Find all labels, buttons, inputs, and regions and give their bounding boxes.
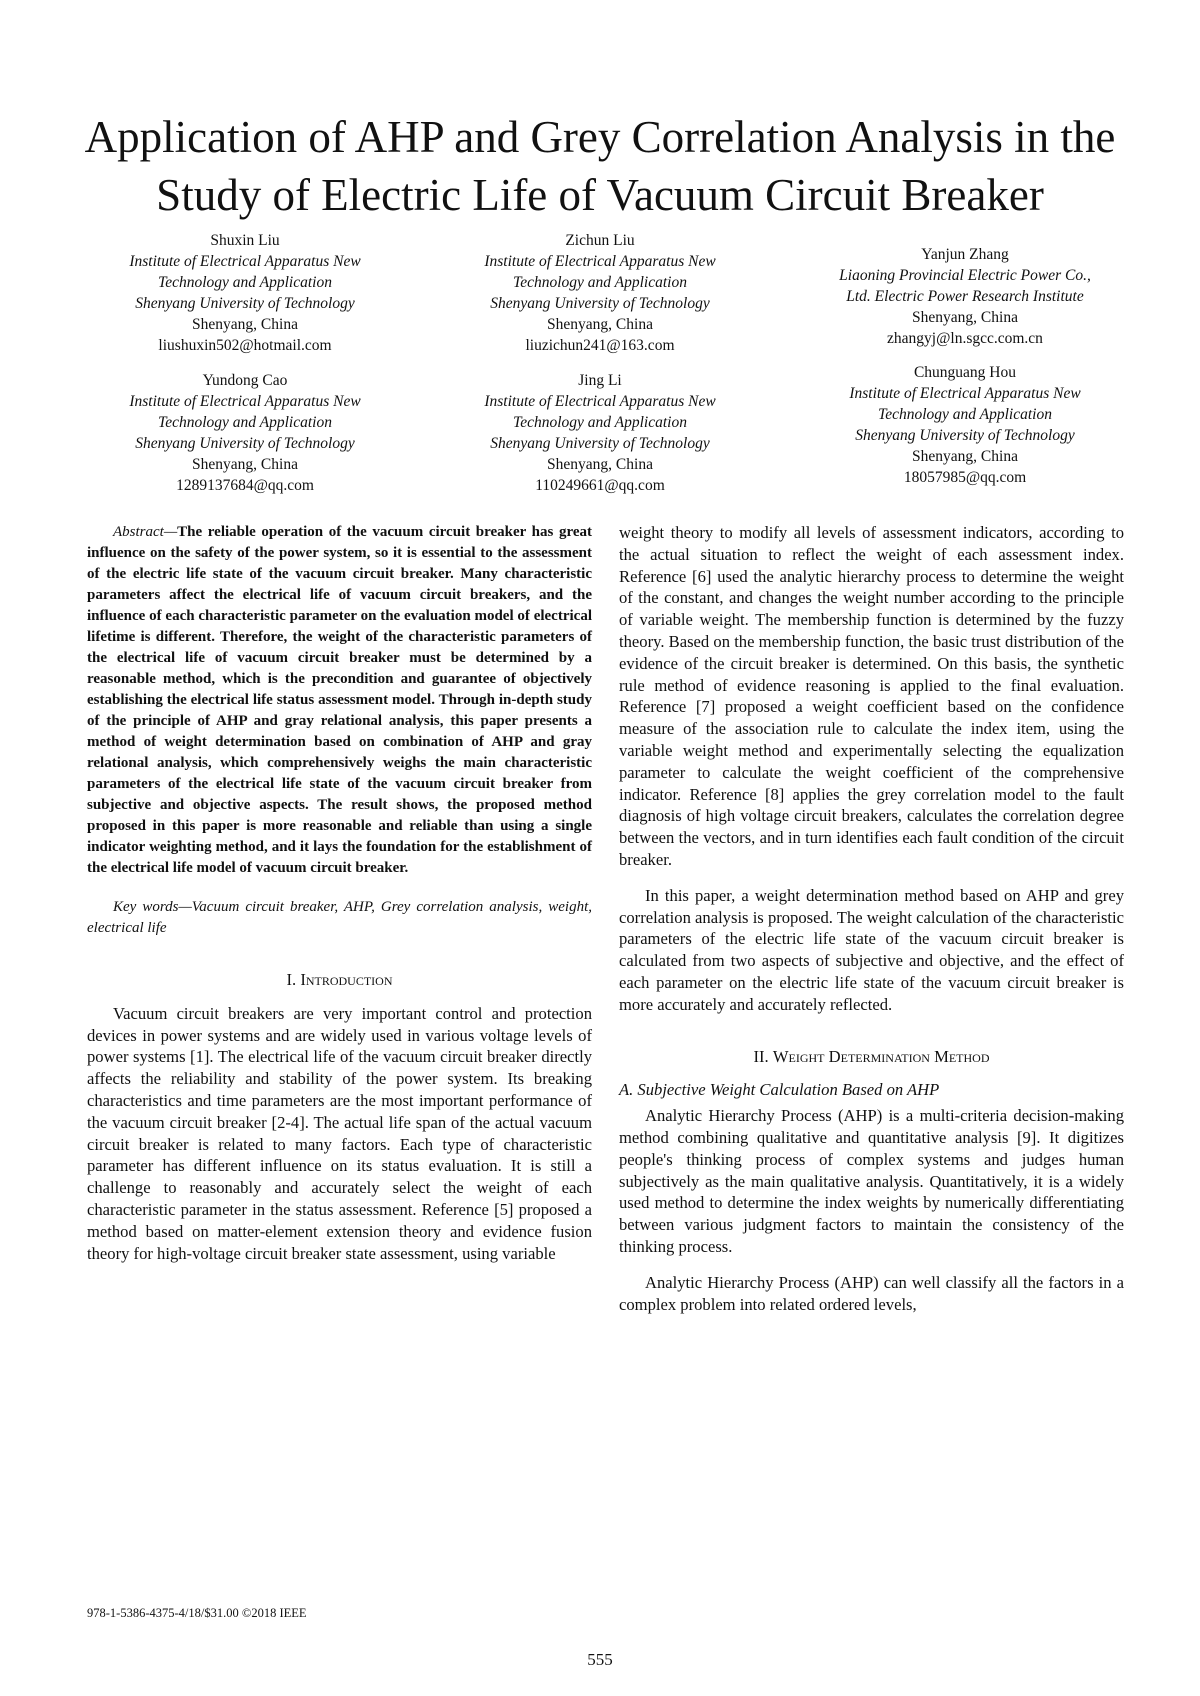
- author-name: Zichun Liu: [565, 232, 635, 249]
- author-name: Jing Li: [578, 372, 622, 389]
- author-affiliation: Shenyang University of Technology: [135, 295, 355, 312]
- abstract-text: The reliable operation of the vacuum circuit breaker has great influence on the safety of the power system, so it is essential to the assessment of the electric life state of the vacuum circuit breaker. Many characteristic parameters affect the electrical life of vacuum circuit breakers, and the influence of each characteristic parameter on the evaluation model of electrical lifetime is different. Therefore, the weight of the characteristic parameters of the electrical life of vacuum circuit breaker must be determined by a reasonable method, which is the precondition and guarantee of objectively establishing the electrical life status assessment model. Through in-depth study of the principle of AHP and gray relational analysis, this paper presents a method of weight determination based on combination of AHP and gray relational analysis, which comprehensively weighs the main characteristic parameters of the electrical life state of the vacuum circuit breaker from subjective and objective aspects. The result shows, the proposed method proposed in this paper is more reasonable and reliable than using a single indicator weighting method, and it lays the foundation for the establishment of the electrical life model of vacuum circuit breaker.: [87, 524, 592, 876]
- author-2: [415, 230, 785, 356]
- author-email: 18057985@qq.com: [903, 469, 1027, 486]
- author-affiliation: Technology and Application: [878, 406, 1052, 423]
- author-affiliation: Shenyang University of Technology: [855, 427, 1075, 444]
- author-6: [780, 362, 1150, 488]
- section-title: Introduction: [300, 970, 393, 989]
- author-email: 1289137684@qq.com: [176, 477, 314, 494]
- paragraph: Vacuum circuit breakers are very important control and protection devices in power systems and are widely used in various voltage levels of power systems [1]. The electrical life of the vacuum circuit breaker directly affects the reliability and stability of the power system. Its breaking characteristics and time parameters are the most important performance of the vacuum circuit breaker [2-4]. The actual life span of the actual vacuum circuit breaker is related to many factors. Each type of characteristic parameter has different influence on its status evaluation. It is still a challenge to reasonably and accurately select the weight of each characteristic parameter in the status assessment. Reference [5] proposed a method based on matter-element extension theory and evidence fusion theory for high-voltage circuit breaker state assessment, using variable: [87, 1003, 592, 1263]
- author-name: Shuxin Liu: [210, 232, 280, 249]
- paragraph: In this paper, a weight determination method based on AHP and grey correlation analysis is proposed. The weight calculation of the characteristic parameters of the electric life state of the vacuum circuit breaker is calculated from two aspects of subjective and objective, and the effect of each parameter on the electric life state of the vacuum circuit breaker is more accurately and accurately reflected.: [619, 885, 1124, 1014]
- author-city: Shenyang, China: [192, 316, 298, 333]
- paper-title: Application of AHP and Grey Correlation Analysis in the Study of Electric Life of Vacuum Circuit Breaker: [84, 112, 1116, 220]
- author-affiliation: Institute of Electrical Apparatus New: [129, 253, 361, 270]
- copyright-footer: 978-1-5386-4375-4/18/$31.00 ©2018 IEEE: [87, 1606, 307, 1620]
- section-heading-introduction: [87, 969, 592, 991]
- author-city: Shenyang, China: [192, 456, 298, 473]
- author-city: Shenyang, China: [912, 448, 1018, 465]
- subsection-heading: A. Subjective Weight Calculation Based on AHP: [619, 1080, 940, 1100]
- author-affiliation: Technology and Application: [158, 414, 332, 431]
- author-name: Chunguang Hou: [913, 364, 1017, 381]
- author-5: [415, 370, 785, 496]
- author-city: Shenyang, China: [547, 316, 653, 333]
- paragraph: Analytic Hierarchy Process (AHP) is a multi-criteria decision-making method combining qualitative and quantitative analysis [9]. It digitizes people's thinking process of complex systems and judges human subjectively as the main qualitative analysis. Quantitatively, it is a widely used method to determine the index weights by numerically differentiating between various judgment factors to maintain the consistency of the thinking process.: [619, 1106, 1124, 1256]
- author-affiliation: Institute of Electrical Apparatus New: [484, 253, 716, 270]
- paragraph: weight theory to modify all levels of assessment indicators, according to the actual situation to reflect the weight of each assessment index. Reference [6] used the analytic hierarchy process to determine the weight of the constant, and changes the weight number according to the principle of variable weight. The membership function is determined by the fuzzy theory. Based on the membership function, the basic trust distribution of the evidence of the circuit breaker is determined. On this basis, the synthetic rule method of evidence reasoning is applied to the final evaluation. Reference [7] proposed a weight coefficient based on the confidence measure of the association rule to calculate the index item, using the variable weight method and experimentally selecting the equalization parameter to calculate the weight coefficient of the comprehensive indicator. Reference [8] applies the grey correlation model to the fault diagnosis of high voltage circuit breakers, calculates the correlation degree between the vectors, and in turn identifies each fault condition of the circuit breaker.: [619, 523, 1124, 869]
- right-column: [619, 522, 1124, 1315]
- author-email: liuzichun241@163.com: [525, 337, 675, 354]
- author-name: Yanjun Zhang: [921, 246, 1009, 263]
- author-name: Yundong Cao: [202, 372, 288, 389]
- author-affiliation: Liaoning Provincial Electric Power Co.,: [839, 267, 1091, 284]
- author-affiliation: Institute of Electrical Apparatus New: [484, 393, 716, 410]
- section-number: II.: [753, 1046, 769, 1066]
- page-number: 555: [587, 1650, 613, 1669]
- author-city: Shenyang, China: [547, 456, 653, 473]
- left-column: [87, 522, 592, 1264]
- section-heading-method: [619, 1046, 1124, 1068]
- section-title: Weight Determination Method: [772, 1046, 990, 1066]
- author-email: liushuxin502@hotmail.com: [158, 337, 332, 354]
- author-email: 110249661@qq.com: [535, 477, 665, 494]
- abstract-label: Abstract—: [113, 524, 178, 540]
- abstract: [87, 522, 592, 879]
- author-affiliation: Technology and Application: [158, 274, 332, 291]
- author-3: [780, 244, 1150, 349]
- author-affiliation: Institute of Electrical Apparatus New: [849, 385, 1081, 402]
- author-affiliation: Shenyang University of Technology: [490, 295, 710, 312]
- author-city: Shenyang, China: [912, 309, 1018, 326]
- paragraph: Analytic Hierarchy Process (AHP) can well classify all the factors in a complex problem into related ordered levels,: [619, 1272, 1124, 1314]
- author-affiliation: Shenyang University of Technology: [490, 435, 710, 452]
- keywords: Key words—Vacuum circuit breaker, AHP, Grey correlation analysis, weight, electrical life: [87, 899, 592, 936]
- author-affiliation: Ltd. Electric Power Research Institute: [846, 288, 1084, 305]
- section-number: I.: [286, 970, 297, 989]
- author-email: zhangyj@ln.sgcc.com.cn: [887, 330, 1043, 347]
- author-affiliation: Technology and Application: [513, 414, 687, 431]
- author-affiliation: Technology and Application: [513, 274, 687, 291]
- author-1: [60, 230, 430, 356]
- author-affiliation: Shenyang University of Technology: [135, 435, 355, 452]
- author-affiliation: Institute of Electrical Apparatus New: [129, 393, 361, 410]
- author-4: [60, 370, 430, 496]
